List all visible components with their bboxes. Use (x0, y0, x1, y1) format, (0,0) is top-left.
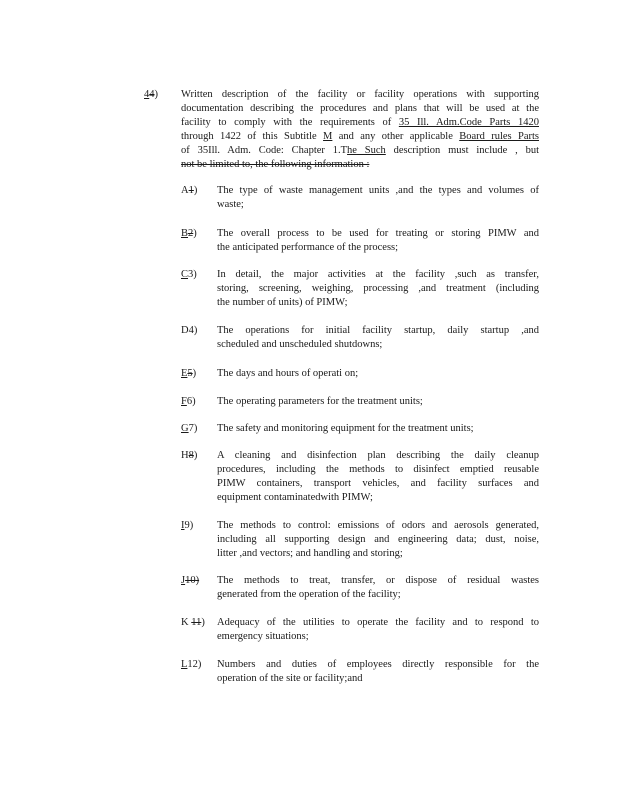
item-text: The type of waste management units ,and the types and volumes of waste; (217, 185, 539, 210)
item-text: Adequacy of the utilities to operate the facility and to respond to emergency situations; (217, 617, 539, 642)
inserted-board-rules: Board rules Parts (459, 131, 540, 142)
inserted-such: Such (356, 145, 386, 156)
item-label: B2) (181, 228, 197, 239)
item-label: L12) (181, 659, 202, 670)
item-label: K 11) (181, 617, 205, 628)
item-label: C3) (181, 269, 197, 280)
item-label: J10) (181, 575, 200, 586)
item-text: In detail, the major activities at the facility ,such as transfer, storing, screening, weighing, processing ,and treatment (including the number of units) of PIMW; (217, 269, 539, 308)
item-label: D4) (181, 325, 198, 336)
item-text: Numbers and duties of employees directly responsible for the operation of the site or facility;and (217, 659, 539, 684)
section-intro-paragraph (181, 88, 539, 172)
intro-line: of 35Ill. Adm. Code: Chapter 1.The Such description must include , but (181, 145, 540, 156)
item-label: F6) (181, 396, 196, 407)
inserted-subtitle: M (323, 131, 333, 142)
struck-intro-line: not be limited to, the following information : (181, 159, 370, 170)
item-text: The methods to control: emissions of odors and aerosols generated, including all supporting design and engineering data; dust, noise, litter ,and vectors; and handling and storing; (217, 520, 539, 559)
item-text: A cleaning and disinfection plan describing the daily cleanup procedures, including the methods to disinfect emptied reusable PIMW containers, transport vehicles, and facility surfaces and equipment contaminatedwith PIMW; (217, 450, 539, 503)
intro-line: facility to comply with the requirements of 35 Ill. Adm.Code Parts 1420 (181, 117, 539, 128)
intro-line: Written description of the facility or facility operations with supporting (181, 89, 539, 100)
item-label: H8) (181, 450, 198, 461)
intro-line: through 1422 of this Subtitle M and any other applicable Board rules Parts (181, 131, 540, 142)
item-label: A1) (181, 185, 198, 196)
inserted-reference: 35 Ill. Adm.Code Parts 1420 (398, 117, 539, 128)
item-text: The safety and monitoring equipment for the treatment units; (217, 423, 474, 434)
item-text: The overall process to be used for treating or storing PIMW and the anticipated performance of the process; (217, 228, 539, 253)
item-label: G7) (181, 423, 198, 434)
inserted-he: he (347, 145, 357, 156)
item-label: E5) (181, 368, 197, 379)
intro-line: documentation describing the procedures and plans that will be used at the (181, 103, 539, 114)
section-number: 44) (144, 89, 158, 100)
item-text: The operations for initial facility startup, daily startup ,and scheduled and unscheduled shutdowns; (217, 325, 539, 350)
section-number-struck: 4 (149, 89, 155, 100)
item-label: I9) (181, 520, 194, 531)
section-number-inserted: 4 (144, 89, 150, 100)
item-text: The methods to treat, transfer, or dispose of residual wastes generated from the operation of the facility; (217, 575, 539, 600)
struck-the: T (340, 145, 348, 156)
item-text: The operating parameters for the treatment units; (217, 396, 423, 407)
item-text: The days and hours of operati on; (217, 368, 359, 379)
